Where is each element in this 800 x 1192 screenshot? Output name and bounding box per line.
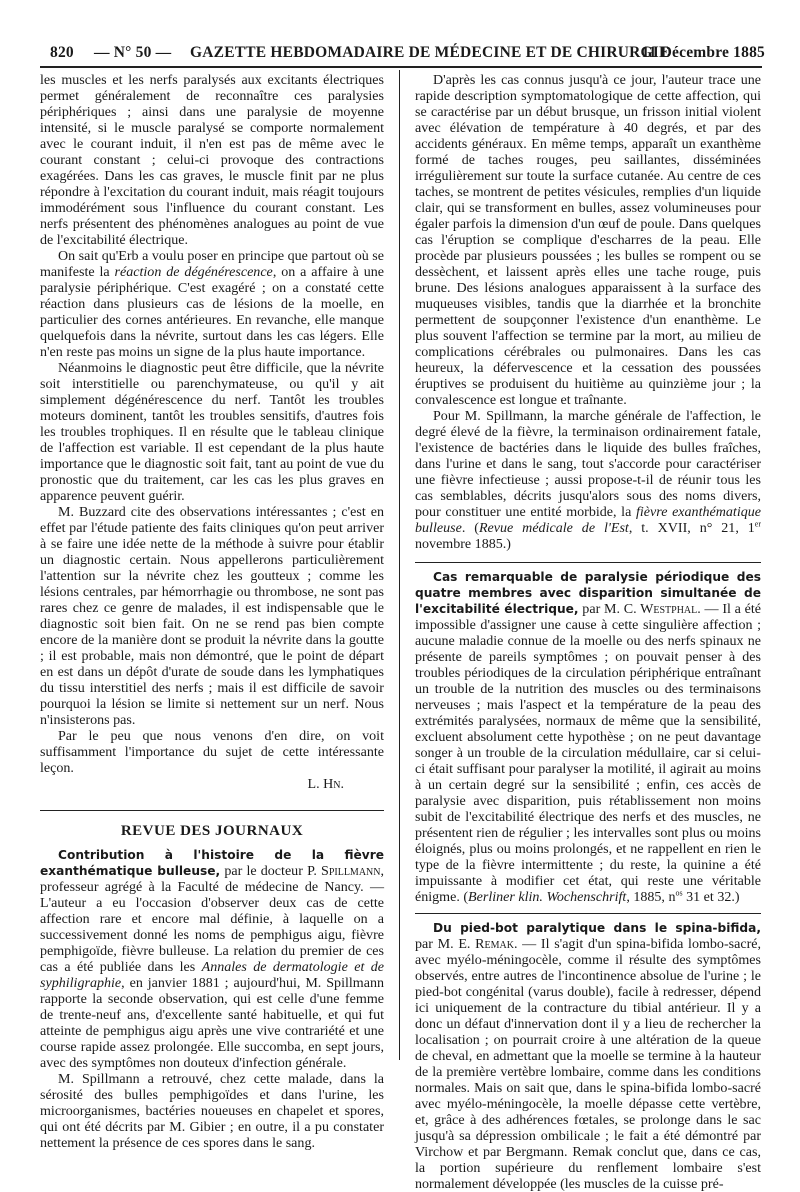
header-rule <box>40 66 762 68</box>
article-rule <box>415 562 761 563</box>
issue-number: — N° 50 — <box>94 44 172 61</box>
section-rule <box>40 810 384 811</box>
paragraph: D'après les cas connus jusqu'à ce jour, l'auteur trace une rapide description symptomatologique de cette affection, qui se caractérise par un début brusque, un frisson initial violent avec élévation de température à 40 degrés, et par des accidents généraux. En même temps, apparaît un exanthème formé de taches rouges, peu saillantes, disséminées irrégulièrement sur toute la surface cutanée. Au centre de ces taches, se montrent de petites vésicules, remplies d'un liquide clair, qui se transforment en bulles, assez volumineuses pour égaler parfois la dimension d'un œuf de poule. Dans quelques cas l'éruption se complique d'escharres de la peau. Elle procède par plusieurs poussées ; les bulles se rompent ou se dessèchent, et laissent après elles une tache rouge, puis brune. Des lésions analogues apparaissent à la surface des muqueuses visibles, tandis que la diarrhée et la bronchite permettent de soupçonner l'existence d'un enanthème. Le plus souvent l'affection se termine par la mort, au milieu de complications cérébrales ou pulmonaires. Dans les cas heureux, la défervescence et la cessation des poussées éruptives se produisent du huitième au quinzième jour ; la convalescence est longue et traînante. <box>415 72 761 408</box>
paragraph: Par le peu que nous venons d'en dire, on voit suffisamment l'importance du sujet de cette intéressante leçon. <box>40 728 384 776</box>
page-number: 820 <box>50 44 74 61</box>
paragraph: les muscles et les nerfs paralysés aux excitants électriques permet généralement de reconnaître ces paralysies périphériques ; ainsi dans une paralysie de moyenne intensité, si le muscle paralysé se comporte normalement avec le courant induit, il n'en est pas de même avec le courant constant ; celui-ci provoque des contractions exagérées. Dans les cas graves, le muscle finit par ne plus répondre à l'excitation du courant induit, mais réagit toujours immodérément sous l'influence du courant constant. Les nerfs présentent des phénomènes analogues au point de vue de l'excitabilité électrique. <box>40 72 384 248</box>
running-header <box>50 44 765 64</box>
article-rule <box>415 913 761 914</box>
issue-date: 11 Décembre 1885 <box>641 44 765 61</box>
paragraph: Néanmoins le diagnostic peut être difficile, que la névrite soit interstitielle ou parenchymateuse, ou qu'il y ait simplement dégénérescence du nerf. Tantôt les troubles moteurs dominent, tantôt les troubles sensitifs, d'autres fois les troubles trophiques. Il en résulte que le tableau clinique de l'affection est variable. Il est cependant de la plus haute importance que le diagnostic soit fait, tant au point de vue du pronostic que du traitement, car les cas les plus graves en apparence peuvent guérir. <box>40 360 384 504</box>
article-contribution-fievre: Contribution à l'histoire de la fièvre exanthématique bulleuse, par le docteur P. Spillmann, professeur agrégé à la Faculté de médecine de Nancy. — L'auteur a eu l'occasion d'observer deux cas de cette affection rare et encore mal définie, à laquelle on a successivement donné les noms de pemphigus aigu, fièvre pemphigoïde, fièvre bulleuse. La relation du premier de ces cas a été publiée dans les Annales de dermatologie et de syphiligraphie, en janvier 1881 ; aujourd'hui, M. Spillmann rapporte la seconde observation, qui est celle d'une femme de trente-neuf ans, d'excellente santé habituelle, et qui fut atteinte de pemphigus aigu après une vive contrariété et une course rapide assez prolongée. Elle succomba, en sept jours, avec des symptômes non douteux d'infection générale. <box>40 848 384 1071</box>
journal-title: GAZETTE HEBDOMADAIRE DE MÉDECINE ET DE CHIRURGIE <box>190 44 670 61</box>
article-pied-bot: Du pied-bot paralytique dans le spina-bifida, par M. E. Remak. — Il s'agit d'un spina-bifida lombo-sacré, avec myélo-méningocèle, comme il résulte des symptômes observés, entre autres de l'incontinence absolue de l'urine ; le pied-bot congénital (varus double), facile à redresser, dépend ici uniquement de la contracture du tibial antérieur. Il y a donc un défaut d'innervation dont il y a lieu de rechercher la localisation ; on pourrait croire à une altération de la queue de cheval, en admettant que la moelle se termine à la hauteur de la première vertèbre lombaire, comme dans les conditions normales. Mais on sait que, dans le spina-bifida lombo-sacré avec myélo-méningocèle, la moelle dépasse cette vertèbre, et, grâce à des adhérences fœtales, se prolonge dans le sac jusqu'à sa dépression ombilicale ; le fait a été démontré par Virchow et par Bergmann. Remak conclut que, dans ce cas, la portion supérieure du renflement lombaire s'est normalement développée (les muscles de la cuisse pré- <box>415 921 761 1192</box>
paragraph: M. Spillmann a retrouvé, chez cette malade, dans la sérosité des bulles pemphigoïdes et dans l'urine, les microorganismes, bactéries noueuses en chapelet et spores, qui ont été décrits par M. Gibier ; en outre, il a pu constater nettement la présence de ces spores dans le sang. <box>40 1071 384 1151</box>
paragraph: Pour M. Spillmann, la marche générale de l'affection, le degré élevé de la fièvre, la terminaison ordinairement fatale, l'existence de bactéries dans le liquide des bulles fraîches, dans l'urine et dans le sang, tout s'accorde pour caractériser une fièvre infectieuse ; aussi propose-t-il de réunir tous les cas semblables, décrits jusqu'alors sous des noms divers, pour constituer une entité morbide, la fièvre exanthématique bulleuse. (Revue médicale de l'Est, t. XVII, n° 21, 1er novembre 1885.) <box>415 408 762 552</box>
paragraph: M. Buzzard cite des observations intéressantes ; c'est en effet par l'étude patiente des faits cliniques qu'on peut arriver à se faire une idée nette de la méthode à suivre pour établir un diagnostic certain. Nous appellerons particulièrement l'attention sur la névrite chez les goutteux ; comme les lésions centrales, par hémorrhagie ou thrombose, ne sont pas rares chez ce genre de malades, il est indispensable que le diagnostic soit bien fait. On ne se rend pas bien compte encore de la manière dont se produit la névrite dans la goutte ; il est probable, mais non démontré, que le point de départ en est dans un dépôt d'urate de soude dans les lymphatiques du tissu interstitiel des nerfs ; mais il est difficile de savoir pourquoi la lésion se limite si nettement sur un nerf. Nous n'insisterons pas. <box>40 504 384 728</box>
column-divider <box>399 70 400 1060</box>
paragraph: On sait qu'Erb a voulu poser en principe que partout où se manifeste la réaction de dégénérescence, on a affaire à une paralysie périphérique. C'est exagéré ; on a constaté cette réaction dans plusieurs cas de lésions de la moelle, en particulier des cornes antérieures. En revanche, elle manque quelquefois dans la névrite, surtout dans les cas légers. Elle n'en reste pas moins un signe de la plus haute importance. <box>40 248 385 360</box>
signature: L. Hn. <box>307 776 344 792</box>
section-title: REVUE DES JOURNAUX <box>120 823 304 839</box>
left-column <box>40 72 384 1151</box>
right-column <box>415 72 761 1192</box>
article-paralysie-periodique: Cas remarquable de paralysie périodique des quatre membres avec disparition simultanée de l'excitabilité électrique, par M. C. Westphal. — Il a été impossible d'assigner une cause à cette singulière affection ; aucune maladie connue de la moelle ou des nerfs spinaux ne présente de pareils symptômes ; on pouvait penser à des troubles périodiques de la circulation périphérique entraînant un trouble de la nutrition des muscles ou des terminaisons nerveuses ; mais l'aspect et la température de la peau des extrémités paralysées, normaux de même que la sensibilité, excluent absolument cette hypothèse ; on ne peut davantage songer à un trouble de la circulation médullaire, car si celui-ci était suffisant pour paralyser la motilité, il agirait au moins à un certain degré sur la sensibilité ; enfin, ces accès de paralysie avec disparition, puis rétablissement non moins subit de l'excitabilité électrique des nerfs et des muscles, ne présentent rien de régulier ; les intervalles sont plus ou moins éloignés, plus ou moins prolongés, et ne rappellent en rien le type de la fièvre intermittente ; du reste, la quinine a été impuissante à modifier cet état, qui reste une véritable énigme. (Berliner klin. Wochenschrift, 1885, $n^{os}$ 31 et 32.) <box>415 570 761 905</box>
